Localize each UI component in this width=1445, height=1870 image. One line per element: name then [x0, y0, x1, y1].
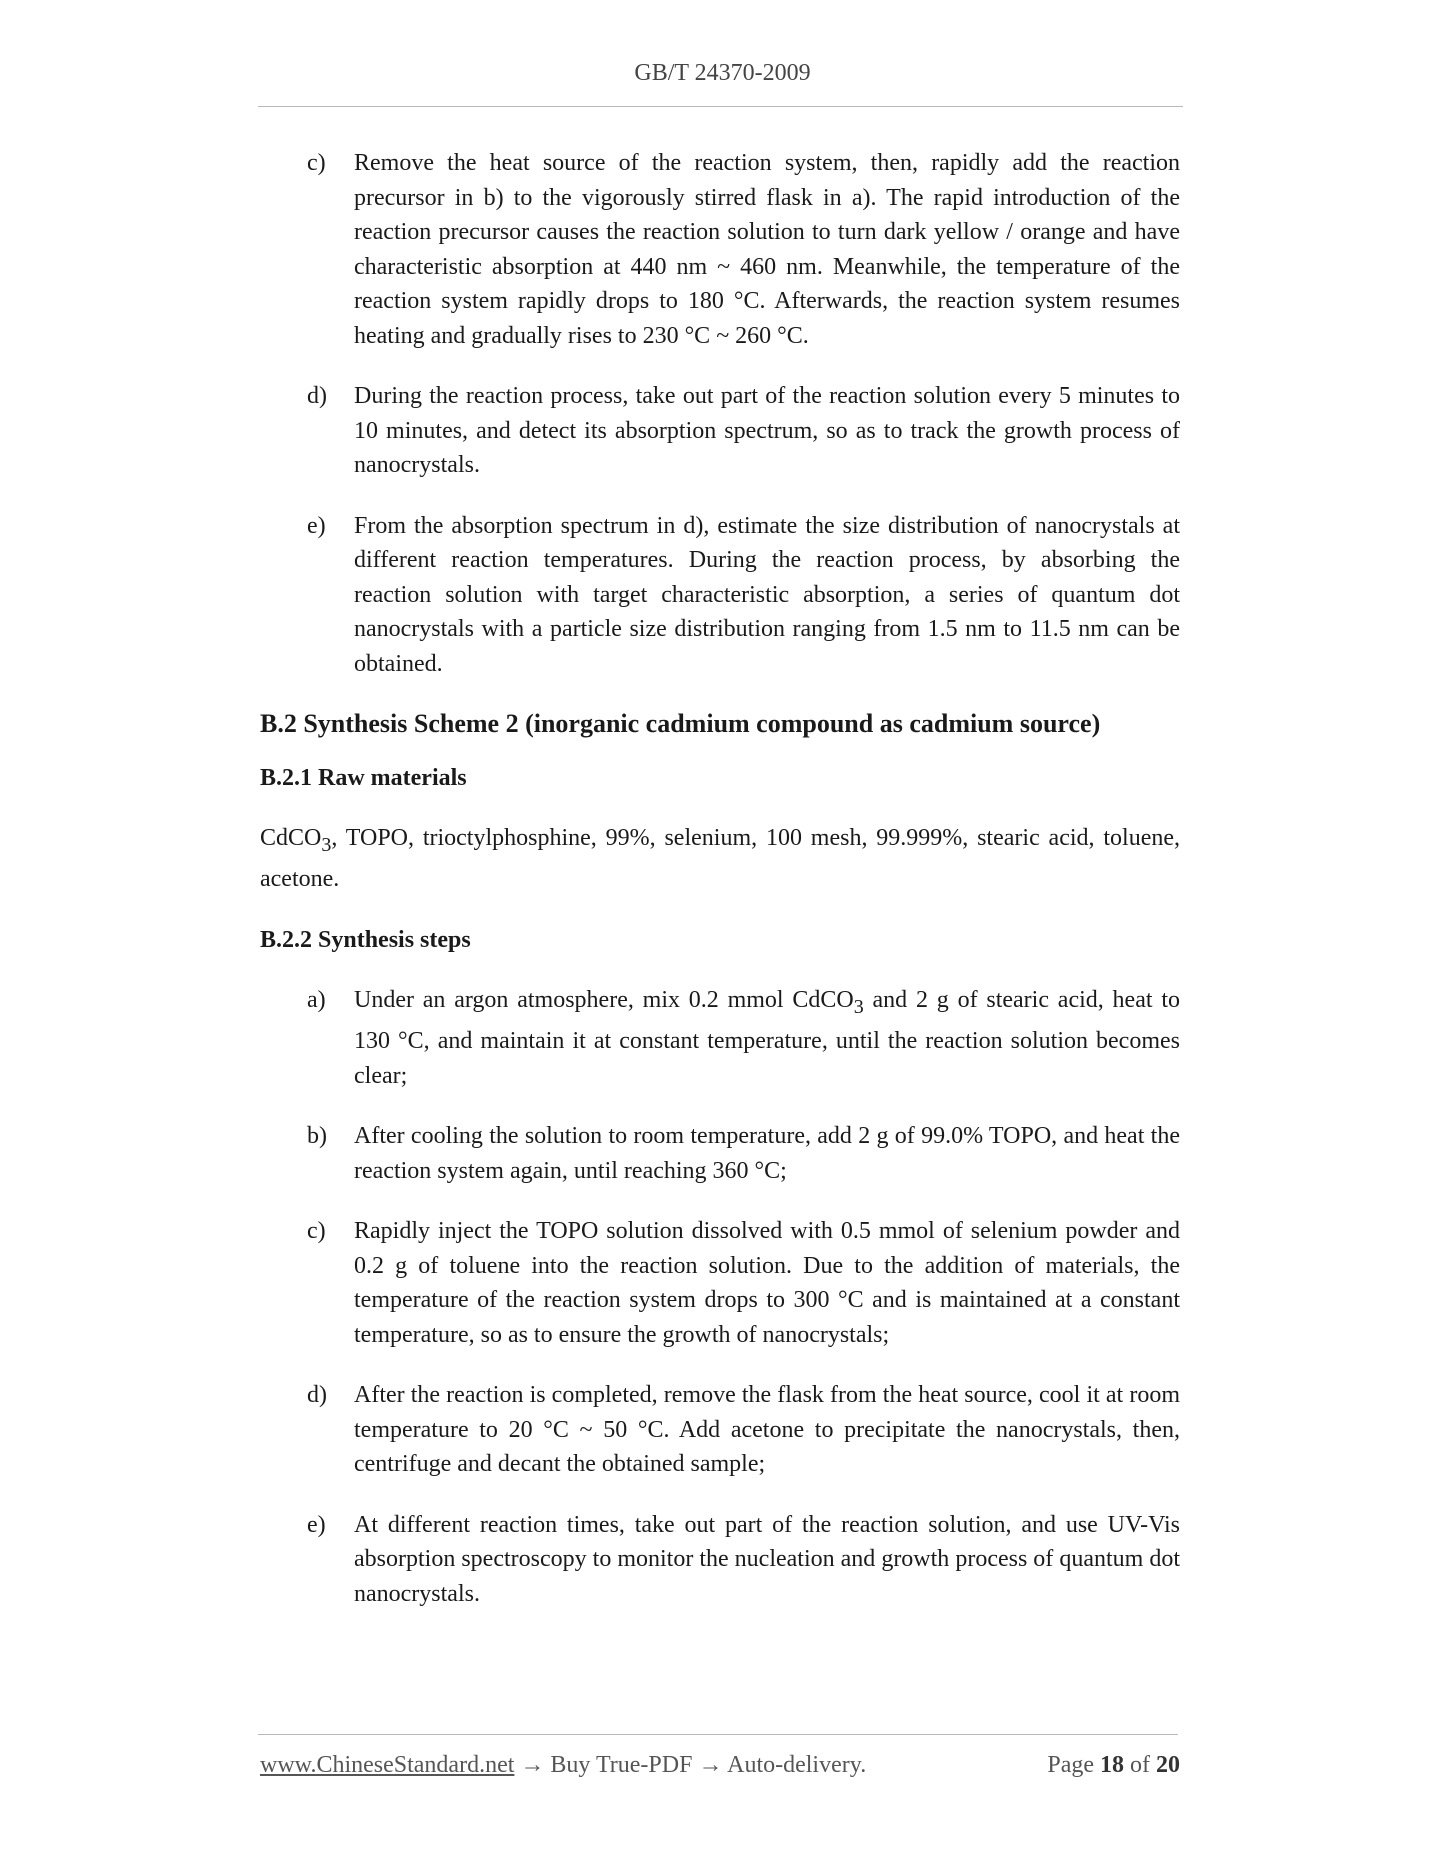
section-heading-b2: B.2 Synthesis Scheme 2 (inorganic cadmium compound as cadmium source) — [260, 709, 1101, 738]
list-item — [260, 1119, 1180, 1188]
document-code-header: GB/T 24370-2009 — [634, 60, 811, 86]
raw-materials-text-start: CdCO — [260, 825, 322, 851]
list-item-label: c) — [307, 1218, 326, 1245]
subheading-synthesis-steps: B.2.2 Synthesis steps — [260, 926, 471, 953]
raw-materials-text-end: , TOPO, trioctylphosphine, 99%, selenium, 100 mesh, 99.999%, stearic acid, toluene, acetone. — [260, 825, 1180, 893]
step-a-text-end: and 2 g of stearic acid, heat to 130 °C, and maintain it at constant temperature, until the reaction solution becomes clear; — [354, 986, 1180, 1089]
list-item-label: e) — [307, 512, 326, 539]
subscript: 3 — [853, 995, 864, 1018]
page-number — [1047, 1752, 1180, 1779]
footer-promo — [260, 1752, 866, 1779]
header-divider — [258, 106, 1183, 107]
subheading-raw-materials: B.2.1 Raw materials — [260, 765, 467, 791]
list-item — [260, 1378, 1180, 1482]
list-item — [260, 379, 1180, 483]
step-a-text-start: Under an argon atmosphere, mix 0.2 mmol CdCO — [354, 986, 854, 1013]
current-page: 18 — [1100, 1752, 1124, 1778]
list-item-label: d) — [307, 1382, 327, 1409]
list-item-text — [354, 983, 1180, 1093]
list-item-text: Rapidly inject the TOPO solution dissolved with 0.5 mmol of selenium powder and 0.2 g of toluene into the reaction solution. Due to the addition of materials, the temperature of the reaction system drops to 300 °C and is maintained at a constant temperature, so as to ensure the growth of nanocrystals; — [354, 1218, 1180, 1348]
list-item-text: After the reaction is completed, remove the flask from the heat source, cool it at room temperature to 20 °C ~ 50 °C. Add acetone to precipitate the nanocrystals, then, centrifuge and decant the obtained sample; — [354, 1382, 1180, 1478]
list-item — [260, 983, 1180, 1093]
list-item-text: From the absorption spectrum in d), estimate the size distribution of nanocrystals at different reaction temperatures. During the reaction process, by absorbing the reaction solution with target characteristic absorption, a series of quantum dot nanocrystals with a particle size distribution ranging from 1.5 nm to 11.5 nm can be obtained. — [354, 512, 1180, 677]
list-item — [260, 1214, 1180, 1352]
list-item — [260, 1508, 1180, 1612]
footer-divider — [258, 1734, 1178, 1735]
page-word: Page — [1047, 1752, 1094, 1778]
subscript: 3 — [321, 833, 332, 856]
list-item-label: d) — [307, 383, 327, 409]
total-pages: 20 — [1156, 1752, 1180, 1778]
list-item — [260, 146, 1180, 353]
of-word: of — [1130, 1752, 1150, 1778]
list-item-text: After cooling the solution to room temperature, add 2 g of 99.0% TOPO, and heat the reaction system again, until reaching 360 °C; — [354, 1123, 1180, 1184]
list-item-label: e) — [307, 1511, 326, 1538]
list-item-label: b) — [307, 1123, 327, 1150]
list-item-text: Remove the heat source of the reaction system, then, rapidly add the reaction precursor in b) to the vigorously stirred flask in a). The rapid introduction of the reaction precursor causes the reaction solution to turn dark yellow / orange and have characteristic absorption at 440 nm ~ 460 nm. Meanwhile, the temperature of the reaction system rapidly drops to 180 °C. Afterwards, the reaction system resumes heating and gradually rises to 230 °C ~ 260 °C. — [354, 150, 1180, 349]
page-footer — [260, 1752, 1180, 1779]
website-link[interactable]: www.ChineseStandard.net — [260, 1752, 515, 1778]
page-content — [260, 146, 1180, 1637]
list-item-text: During the reaction process, take out part of the reaction solution every 5 minutes to 10 minutes, and detect its absorption spectrum, so as to track the growth process of nanocrystals. — [354, 383, 1180, 478]
promo-text: → Buy True-PDF → Auto-delivery. — [514, 1752, 867, 1778]
list-item-label: a) — [307, 986, 326, 1013]
list-item-label: c) — [307, 150, 326, 176]
raw-materials-paragraph — [260, 821, 1180, 897]
list-item-text: At different reaction times, take out part of the reaction solution, and use UV-Vis absorption spectroscopy to monitor the nucleation and growth process of quantum dot nanocrystals. — [354, 1511, 1180, 1607]
list-item — [260, 509, 1180, 682]
